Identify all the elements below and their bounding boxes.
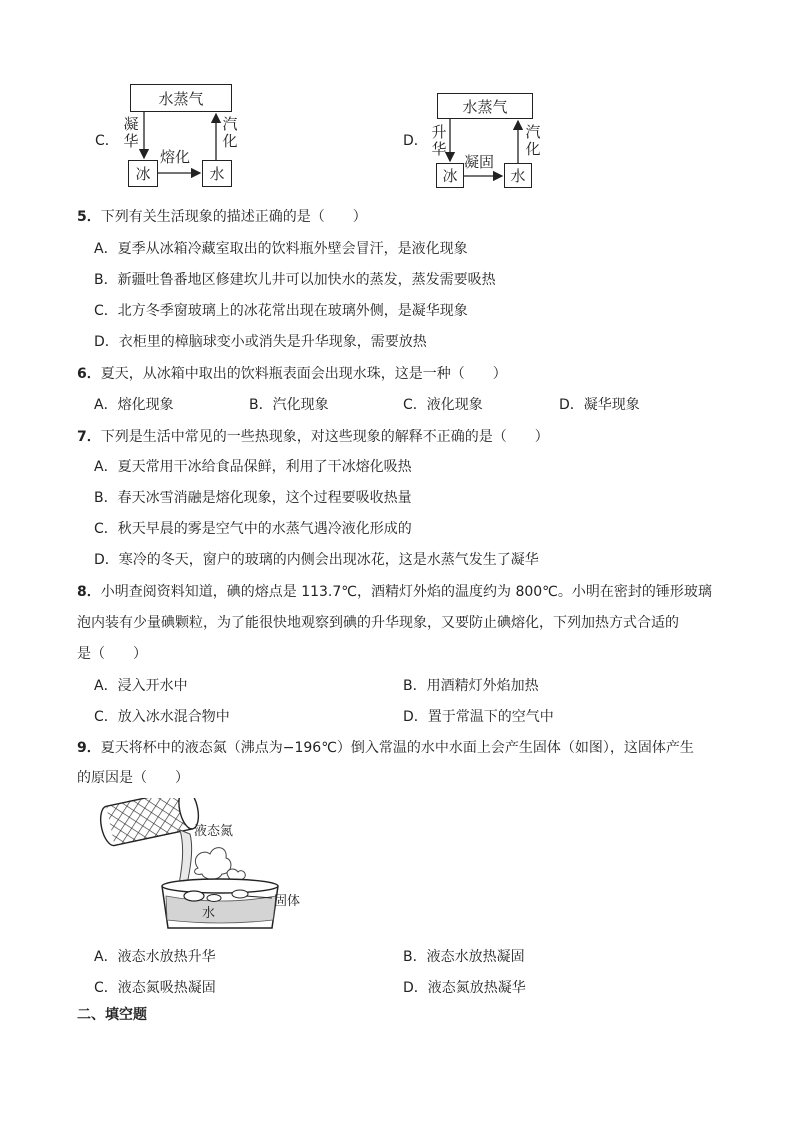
label-solid: 固体 (274, 894, 301, 909)
liquid-nitrogen-figure (90, 798, 320, 938)
right-arrow-label: 汽 化 (222, 115, 238, 150)
option-c[interactable]: C．放入冰水混合物中 (94, 709, 230, 725)
question-text: 夏天将杯中的液态氮（沸点为−196℃）倒入常温的水中水面上会产生固体（如图），这固体产生 (100, 740, 694, 756)
option-d[interactable]: D．液态氮放热凝华 (403, 980, 526, 996)
option-a[interactable]: A．熔化现象 (94, 397, 174, 413)
option-d-label: D． (403, 133, 428, 149)
box-water-vapor: 水蒸气 (130, 84, 232, 112)
question-number: 6． (77, 366, 101, 382)
option-a[interactable]: A．夏季从冰箱冷藏室取出的饮料瓶外壁会冒汗，是液化现象 (94, 241, 468, 257)
question-stem-line-1 (77, 581, 712, 601)
option-b[interactable]: B．春天冰雪消融是熔化现象，这个过程要吸收热量 (94, 490, 412, 506)
question-stem-line-1 (77, 737, 694, 757)
option-b[interactable]: B．液态水放热凝固 (403, 949, 525, 965)
question-stem-line-3: 是（ ） (77, 646, 147, 662)
option-b[interactable]: B．用酒精灯外焰加热 (403, 678, 539, 694)
left-arrow-label: 凝 华 (123, 115, 139, 150)
left-arrow-label: 升 华 (431, 123, 447, 158)
option-d[interactable]: D．置于常温下的空气中 (403, 709, 554, 725)
box-ice: 冰 (436, 163, 464, 188)
bottom-arrow-label: 熔化 (160, 148, 191, 166)
section-title: 二、填空题 (77, 1007, 147, 1023)
box-water-vapor: 水蒸气 (437, 93, 533, 119)
question-stem (77, 206, 367, 226)
bottom-arrow-label: 凝固 (464, 153, 495, 171)
question-text: 夏天，从冰箱中取出的饮料瓶表面会出现水珠，这是一种（ ） (100, 366, 507, 382)
option-d[interactable]: D．寒冷的冬天，窗户的玻璃的内侧会出现冰花，这是水蒸气发生了凝华 (94, 552, 539, 568)
label-liquid-nitrogen: 液态氮 (194, 824, 234, 839)
question-number: 9． (77, 740, 101, 756)
question-stem (77, 363, 507, 383)
question-stem-line-2: 的原因是（ ） (77, 770, 189, 786)
question-text: 下列有关生活现象的描述正确的是（ ） (100, 209, 367, 225)
option-c[interactable]: C．液化现象 (403, 397, 483, 413)
question-number: 8． (77, 584, 101, 600)
option-b[interactable]: B．汽化现象 (249, 397, 329, 413)
option-b[interactable]: B．新疆吐鲁番地区修建坎儿井可以加快水的蒸发，蒸发需要吸热 (94, 272, 496, 288)
option-d[interactable]: D．衣柜里的樟脑球变小或消失是升华现象，需要放热 (94, 334, 427, 350)
question-text: 小明查阅资料知道，碘的熔点是 113.7℃，酒精灯外焰的温度约为 800℃。小明在密封的锤形玻璃 (100, 584, 712, 600)
option-c-label: C． (95, 133, 119, 149)
question-number: 5． (77, 209, 101, 225)
box-water: 水 (504, 163, 532, 188)
option-a[interactable]: A．液态水放热升华 (94, 949, 216, 965)
question-text: 下列是生活中常见的一些热现象，对这些现象的解释不正确的是（ ） (100, 429, 549, 445)
option-c[interactable]: C．秋天早晨的雾是空气中的水蒸气遇冷液化形成的 (94, 521, 412, 537)
option-a[interactable]: A．浸入开水中 (94, 678, 188, 694)
box-water: 水 (202, 160, 232, 187)
option-d[interactable]: D．凝华现象 (559, 397, 640, 413)
question-stem (77, 426, 549, 446)
box-ice: 冰 (128, 160, 158, 187)
right-arrow-label: 汽 化 (525, 123, 541, 158)
option-c[interactable]: C．北方冬季窗玻璃上的冰花常出现在玻璃外侧，是凝华现象 (94, 303, 468, 319)
option-c[interactable]: C．液态氮吸热凝固 (94, 980, 216, 996)
question-stem-line-2: 泡内装有少量碘颗粒，为了能很快地观察到碘的升华现象，又要防止碘熔化，下列加热方式合适的 (77, 615, 679, 631)
option-a[interactable]: A．夏天常用干冰给食品保鲜，利用了干冰熔化吸热 (94, 459, 412, 475)
diagram-d-arrows (0, 0, 600, 200)
question-number: 7． (77, 429, 101, 445)
label-water: 水 (202, 906, 216, 921)
